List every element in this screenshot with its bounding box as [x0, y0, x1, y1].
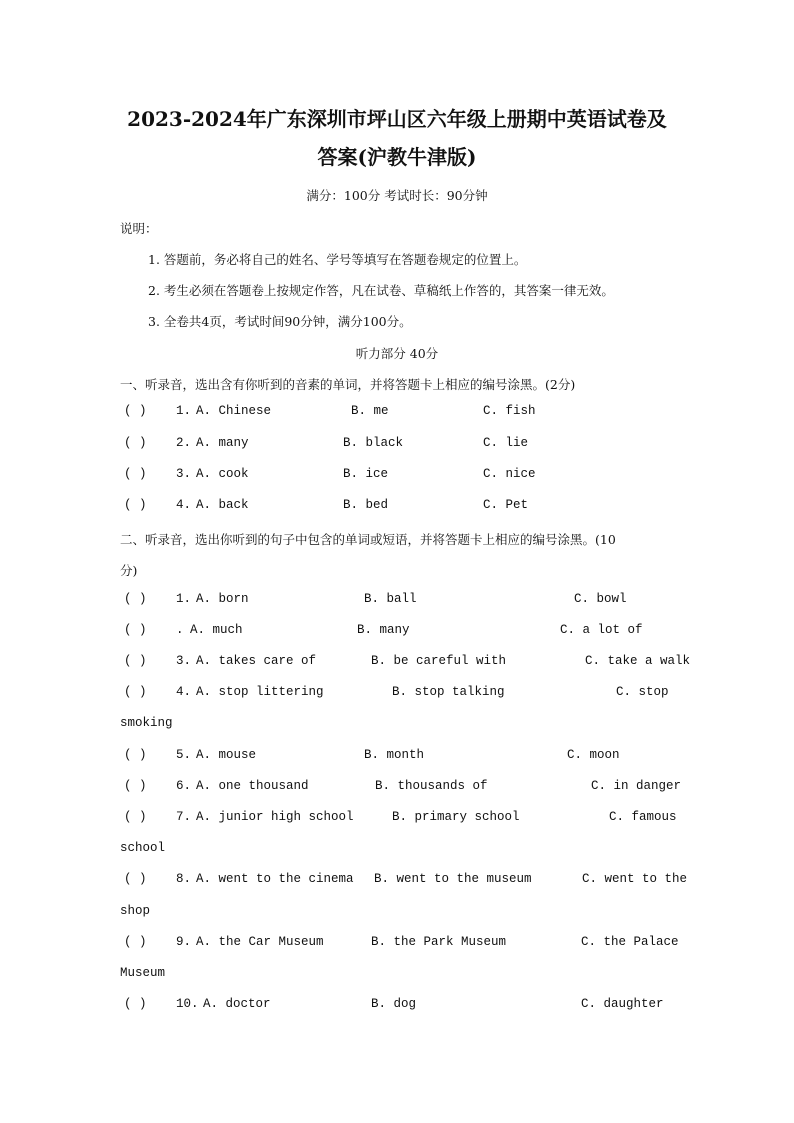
option-b: B. thousands of [375, 779, 488, 793]
option-b: B. ball [364, 592, 417, 606]
option-a: A. much [190, 623, 243, 637]
option-c: C. in danger [591, 779, 682, 793]
option-a: A. back [196, 498, 249, 512]
option-c-continuation: Museum [120, 966, 166, 980]
question-number: 1. [176, 404, 192, 418]
question-number: . [176, 623, 184, 637]
question-number: 3. [176, 654, 192, 668]
question-number: 1. [176, 592, 192, 606]
answer-blank: ( ) [124, 685, 147, 699]
section2-heading: 二、听录音，选出你听到的句子中包含的单词或短语，并将答题卡上相应的编号涂黑。(10 [120, 532, 616, 547]
option-c: C. take a walk [585, 654, 691, 668]
question-number: 5. [176, 748, 192, 762]
answer-blank: ( ) [124, 997, 147, 1011]
question-number: 3. [176, 467, 192, 481]
option-c: C. nice [483, 467, 536, 481]
answer-blank: ( ) [124, 872, 147, 886]
option-a: A. doctor [203, 997, 271, 1011]
instruction-item: 2. 考生必须在答题卷上按规定作答，凡在试卷、草稿纸上作答的，其答案一律无效。 [148, 283, 614, 298]
answer-blank: ( ) [124, 654, 147, 668]
option-b: B. me [351, 404, 389, 418]
answer-blank: ( ) [124, 498, 147, 512]
question-number: 9. [176, 935, 192, 949]
option-c: C. the Palace [581, 935, 679, 949]
option-b: B. primary school [392, 810, 520, 824]
option-a: A. junior high school [196, 810, 354, 824]
exam-title [100, 100, 694, 176]
option-b: B. went to the museum [374, 872, 532, 886]
question-number: 2. [176, 436, 192, 450]
option-c: C. daughter [581, 997, 664, 1011]
exam-title-line1: 2023-2024年广东深圳市坪山区六年级上册期中英语试卷及 [127, 107, 667, 131]
answer-blank: ( ) [124, 935, 147, 949]
instruction-item: 3. 全卷共4页，考试时间90分钟，满分100分。 [148, 314, 412, 329]
option-b: B. ice [343, 467, 389, 481]
option-a: A. takes care of [196, 654, 317, 668]
answer-blank: ( ) [124, 436, 147, 450]
option-c: C. Pet [483, 498, 529, 512]
option-b: B. many [357, 623, 410, 637]
option-b: B. be careful with [371, 654, 507, 668]
question-number: 4. [176, 685, 192, 699]
option-a: A. mouse [196, 748, 257, 762]
answer-blank: ( ) [124, 779, 147, 793]
exam-meta: 满分：100分 考试时长：90分钟 [306, 188, 488, 203]
answer-blank: ( ) [124, 748, 147, 762]
option-a: A. many [196, 436, 249, 450]
option-c: C. stop [616, 685, 669, 699]
answer-blank: ( ) [124, 810, 147, 824]
answer-blank: ( ) [124, 467, 147, 481]
question-number: 7. [176, 810, 192, 824]
option-a: A. went to the cinema [196, 872, 354, 886]
option-a: A. stop littering [196, 685, 324, 699]
question-number: 4. [176, 498, 192, 512]
option-a: A. born [196, 592, 249, 606]
instruction-item: 1. 答题前，务必将自己的姓名、学号等填写在答题卷规定的位置上。 [148, 252, 527, 267]
answer-blank: ( ) [124, 592, 147, 606]
option-a: A. the Car Museum [196, 935, 324, 949]
question-number: 6. [176, 779, 192, 793]
answer-blank: ( ) [124, 623, 147, 637]
option-c-continuation: smoking [120, 716, 173, 730]
option-a: A. cook [196, 467, 249, 481]
question-number: 10. [176, 997, 199, 1011]
exam-title-line2: 答案(沪教牛津版) [317, 145, 477, 169]
option-c: C. famous [609, 810, 677, 824]
option-b: B. stop talking [392, 685, 505, 699]
option-b: B. month [364, 748, 425, 762]
instructions-label: 说明： [120, 221, 158, 236]
option-c-continuation: school [120, 841, 166, 855]
option-b: B. the Park Museum [371, 935, 507, 949]
option-b: B. bed [343, 498, 389, 512]
option-c: C. moon [567, 748, 620, 762]
option-c: C. went to the [582, 872, 688, 886]
option-c: C. lie [483, 436, 529, 450]
question-number: 8. [176, 872, 192, 886]
option-c: C. bowl [574, 592, 627, 606]
option-a: A. Chinese [196, 404, 272, 418]
section2-heading-cont: 分) [120, 563, 138, 578]
section1-heading: 一、听录音，选出含有你听到的音素的单词，并将答题卡上相应的编号涂黑。(2分) [120, 377, 576, 392]
option-c: C. fish [483, 404, 536, 418]
option-a: A. one thousand [196, 779, 309, 793]
option-c: C. a lot of [560, 623, 643, 637]
listening-section-header: 听力部分 40分 [355, 346, 439, 361]
option-b: B. black [343, 436, 404, 450]
answer-blank: ( ) [124, 404, 147, 418]
option-b: B. dog [371, 997, 417, 1011]
option-c-continuation: shop [120, 904, 151, 918]
